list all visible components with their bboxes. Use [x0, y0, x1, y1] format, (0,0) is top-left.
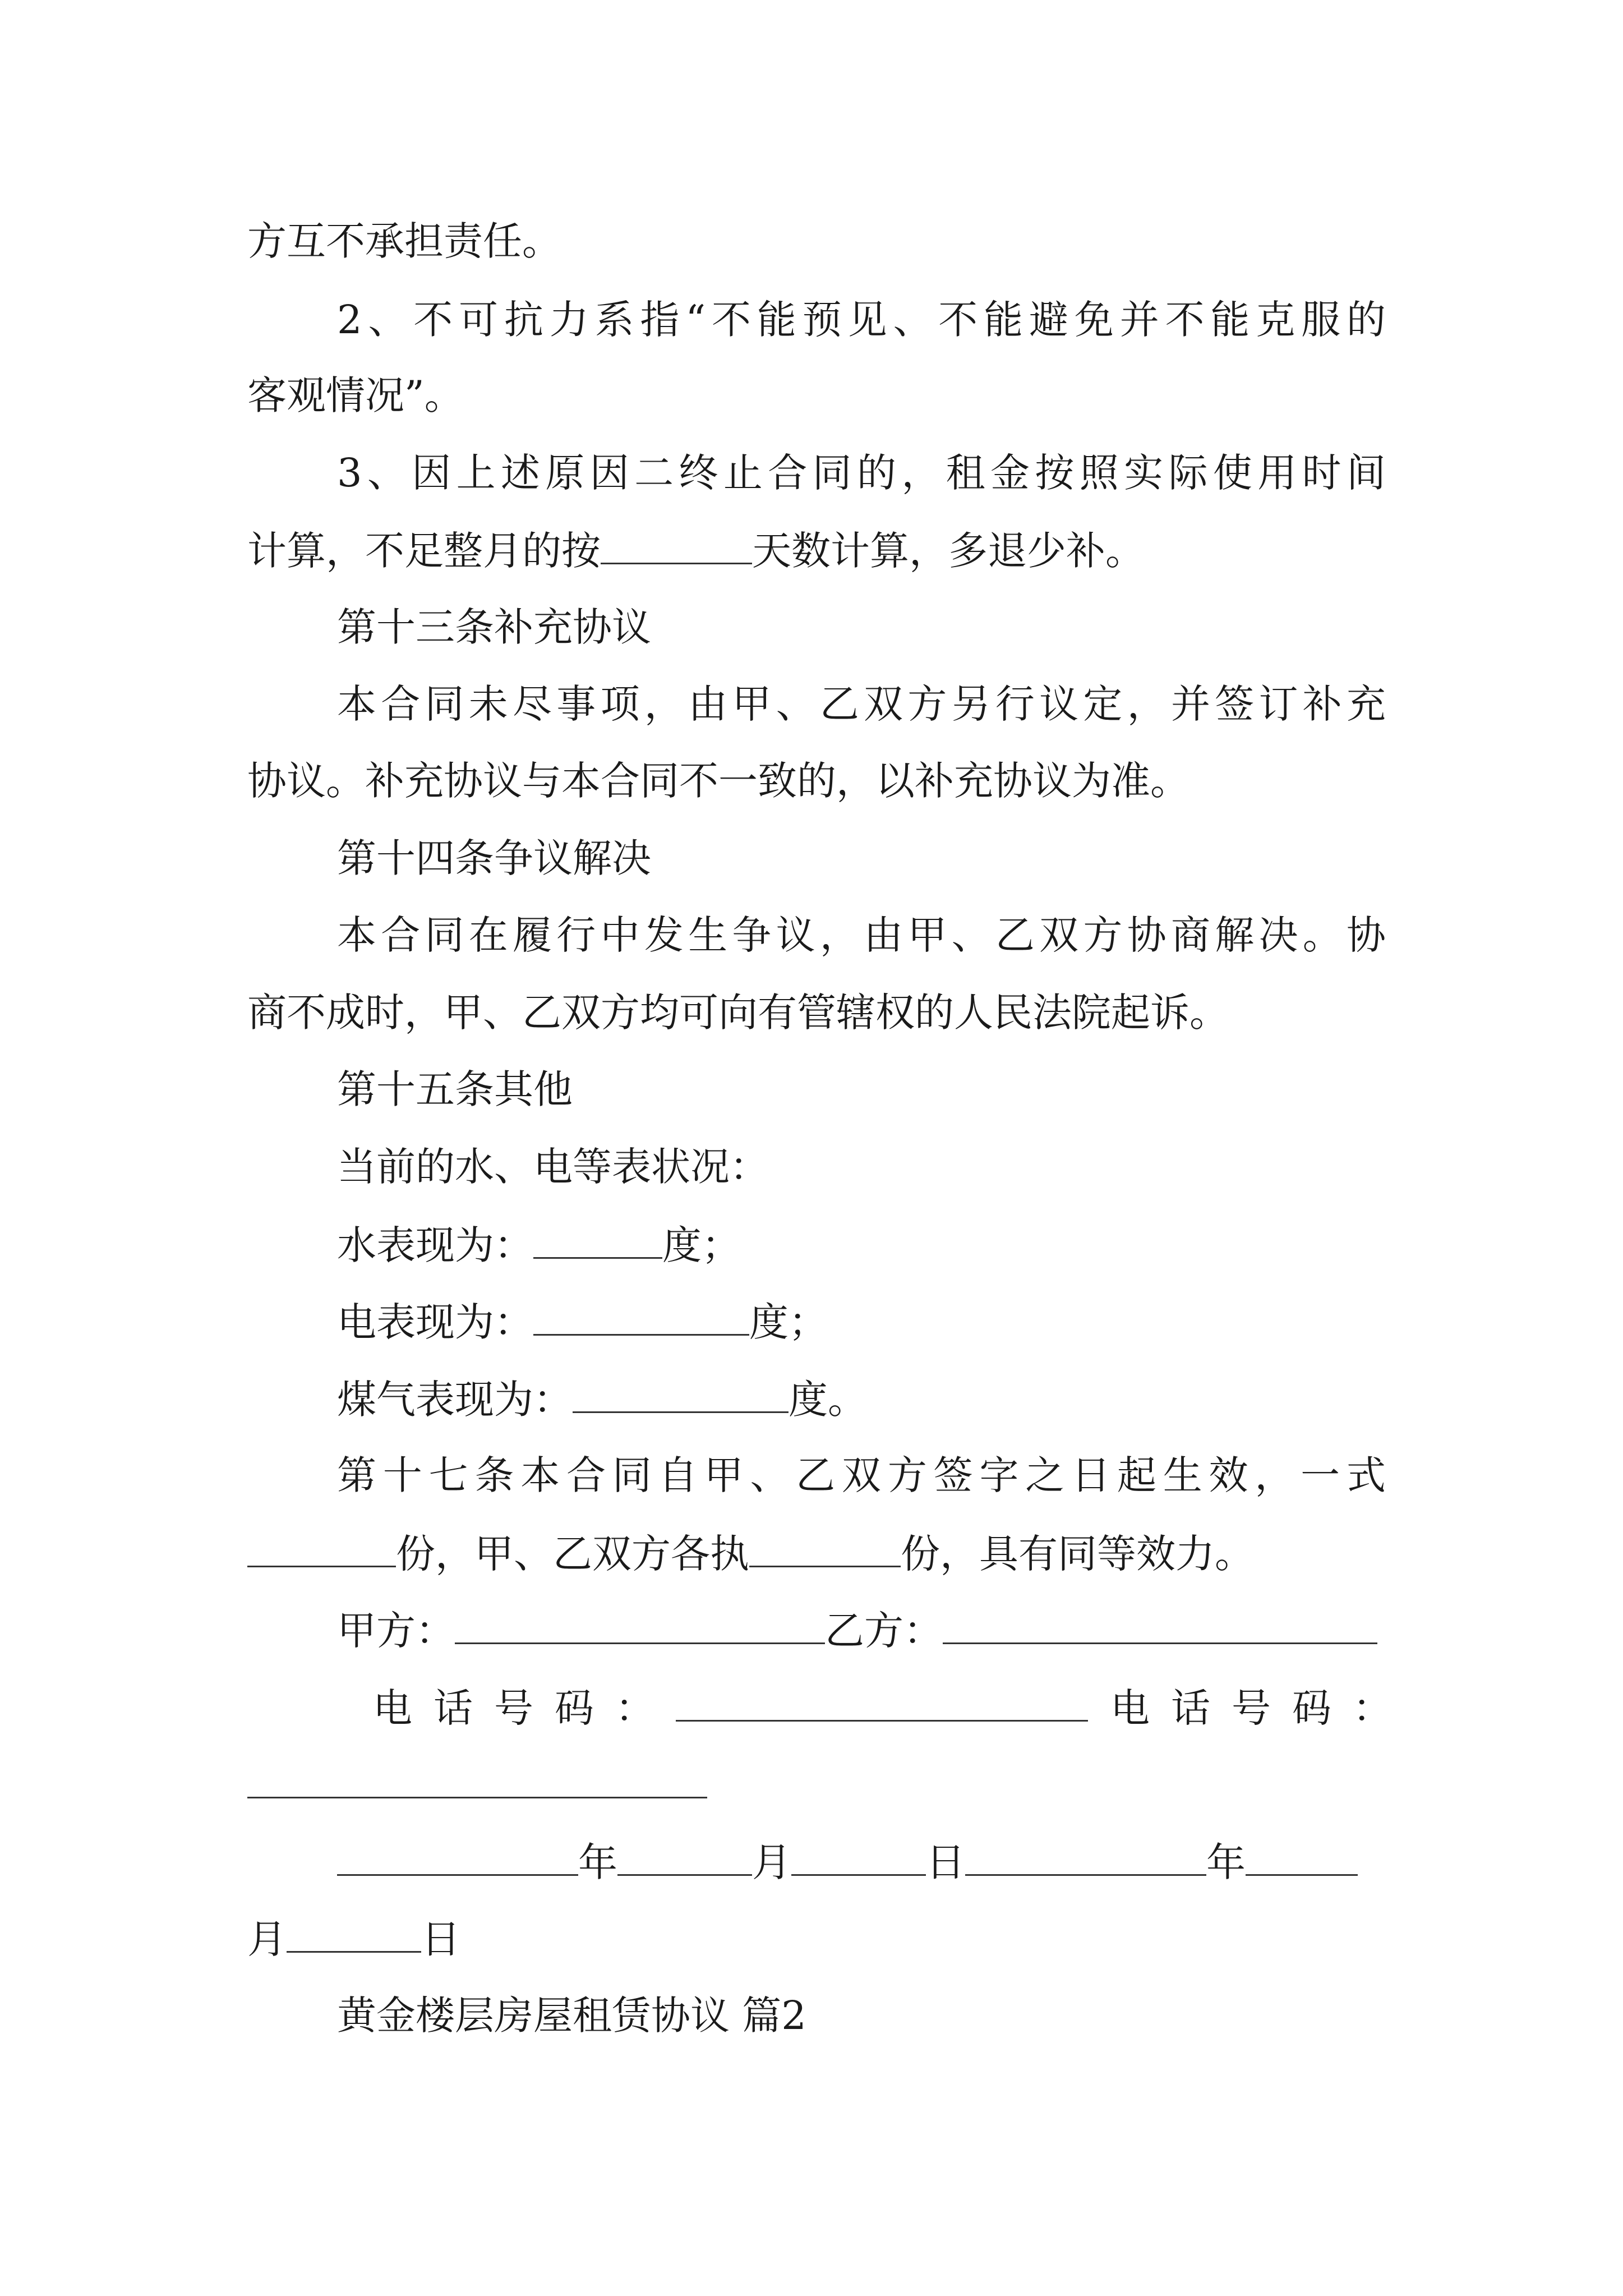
text-line: [337, 1299, 1386, 1345]
fill-blank: [573, 1379, 789, 1413]
phone-line-continuation: [247, 1764, 1386, 1805]
text-span: 3、因上述原因二终止合同的，租金按照实际使用时间: [337, 450, 1386, 496]
fill-blank: [533, 1301, 749, 1336]
text-span: 年: [578, 1839, 617, 1885]
text-line: [337, 912, 1386, 958]
text-line: [337, 297, 1386, 343]
text-line: [337, 681, 1386, 727]
fill-blank: [455, 1610, 825, 1644]
fill-blank: [247, 1533, 396, 1567]
text-line: [337, 1144, 1386, 1190]
text-span: 2、不可抗力系指“不能预见、不能避免并不能克服的: [337, 297, 1386, 343]
signature-line: [337, 1608, 1386, 1654]
text-span: 电表现为：: [337, 1299, 533, 1345]
text-span: 电话号码：: [373, 1685, 676, 1731]
fill-blank: [676, 1687, 1088, 1722]
fill-blank: [965, 1842, 1206, 1876]
text-span: 本合同未尽事项，由甲、乙双方另行议定，并签订补充: [337, 681, 1386, 727]
fill-blank: [791, 1842, 926, 1876]
text-span: 煤气表现为：: [337, 1377, 573, 1423]
text-span: 第十七条本合同自甲、乙双方签字之日起生效，一式: [337, 1452, 1386, 1498]
text-span: 乙方：: [825, 1608, 943, 1654]
text-line: [337, 1222, 1386, 1268]
text-span: 份，甲、乙双方各执: [396, 1531, 749, 1577]
text-span: 当前的水、电等表状况：: [337, 1144, 769, 1190]
text-span: 月: [752, 1839, 791, 1885]
text-span: 协议。补充协议与本合同不一致的，以补充协议为准。: [247, 758, 1189, 804]
fill-blank: [749, 1533, 901, 1567]
text-line: [247, 372, 1386, 418]
section-heading: [337, 1066, 1386, 1112]
text-span: 商不成时，甲、乙双方均可向有管辖权的人民法院起诉。: [247, 990, 1229, 1036]
text-line: [337, 1377, 1386, 1423]
text-line: [247, 218, 1386, 264]
text-span: 水表现为：: [337, 1222, 533, 1268]
text-span: 第十三条补充协议: [337, 604, 651, 650]
text-line: [337, 1452, 1386, 1498]
document-title: [337, 1993, 1386, 2039]
text-line: [247, 758, 1386, 804]
text-span: 年: [1206, 1839, 1246, 1885]
fill-blank: [533, 1225, 662, 1259]
text-span: 计算，不足整月的按: [247, 528, 601, 574]
fill-blank: [337, 1842, 578, 1876]
text-span: 方互不承担责任。: [247, 218, 561, 264]
text-span: 本合同在履行中发生争议，由甲、乙双方协商解决。协: [337, 912, 1386, 958]
text-span: 天数计算，多退少补。: [752, 528, 1145, 574]
text-span: 份，具有同等效力。: [901, 1531, 1254, 1577]
text-span: 度；: [662, 1222, 741, 1268]
text-line: [247, 990, 1386, 1036]
text-span: 度；: [749, 1299, 828, 1345]
text-span: 黄金楼层房屋租赁协议 篇2: [337, 1993, 806, 2039]
text-span: 第十四条争议解决: [337, 835, 651, 881]
text-span: 第十五条其他: [337, 1066, 573, 1112]
fill-blank: [943, 1610, 1377, 1644]
date-line-continuation: [247, 1916, 1386, 1962]
text-span: 日: [926, 1839, 965, 1885]
text-line: [247, 528, 1386, 574]
text-span: 电话号码：: [1110, 1685, 1413, 1731]
text-line: [337, 450, 1386, 496]
fill-blank: [287, 1918, 421, 1953]
text-span: 日: [421, 1916, 460, 1962]
section-heading: [337, 835, 1386, 881]
fill-blank: [247, 1764, 707, 1798]
fill-blank: [617, 1842, 752, 1876]
date-line: [337, 1839, 1386, 1885]
text-span: 客观情况”。: [247, 372, 464, 418]
phone-line: [373, 1685, 1413, 1731]
fill-blank: [1246, 1842, 1358, 1876]
text-span: 度。: [789, 1377, 867, 1423]
text-line: [247, 1531, 1386, 1577]
section-heading: [337, 604, 1386, 650]
fill-blank: [601, 530, 752, 564]
text-span: 月: [247, 1916, 287, 1962]
text-span: 甲方：: [337, 1608, 455, 1654]
